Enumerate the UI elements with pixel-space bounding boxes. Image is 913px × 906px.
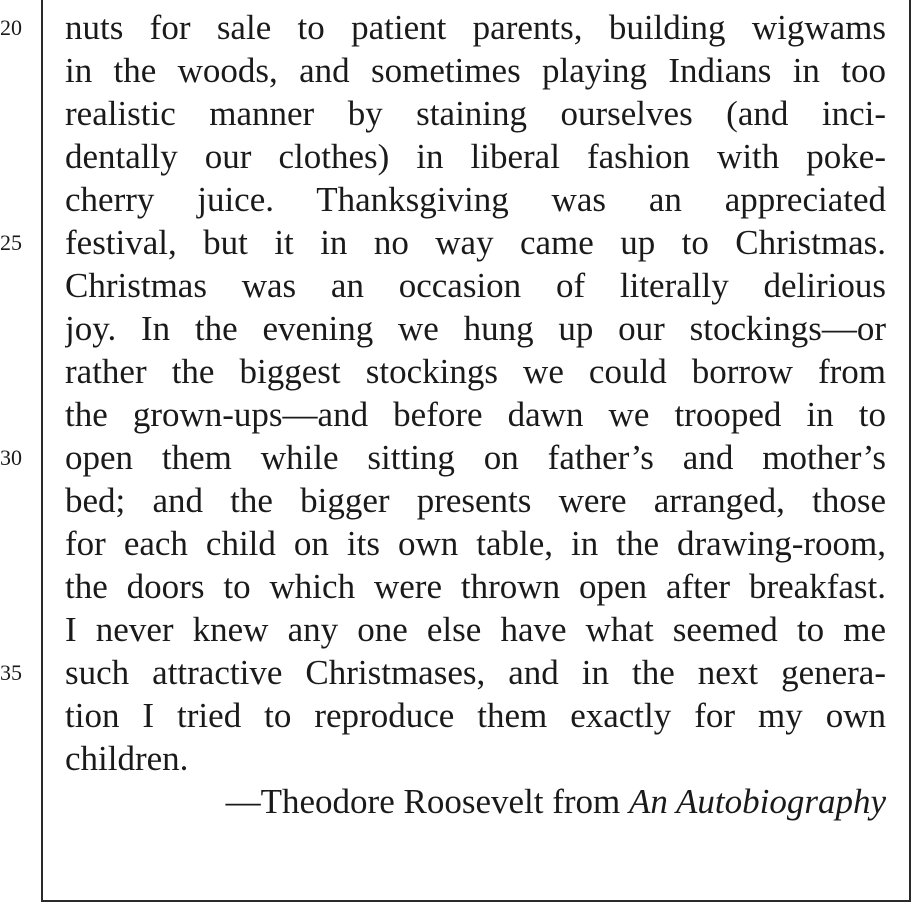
passage-line: I never knew any one else have what seemed to me [65,610,886,649]
passage-line: nuts for sale to patient parents, building wigwams [65,8,886,47]
passage-line: dentally our clothes) in liberal fashion with poke- [65,137,886,176]
passage-line: tion I tried to reproduce them exactly for my own [65,696,886,735]
passage-line: for each child on its own table, in the drawing-room, [65,524,886,563]
line-number: 35 [0,660,22,685]
passage-line: in the woods, and sometimes playing Indians in too [65,51,886,90]
passage-line: festival, but it in no way came up to Christmas. [65,223,886,262]
line-number: 20 [0,15,22,40]
passage-line: Christmas was an occasion of literally delirious [65,266,886,305]
passage-line: bed; and the bigger presents were arranged, those [65,481,886,520]
passage-line: the doors to which were thrown open after breakfast. [65,567,886,606]
passage-line: cherry juice. Thanksgiving was an appreciated [65,180,886,219]
passage-line: realistic manner by staining ourselves (and inci- [65,94,886,133]
passage-line: such attractive Christmases, and in the next genera- [65,653,886,692]
passage-line: joy. In the evening we hung up our stockings—or [65,309,886,348]
passage-line: children. [65,739,189,778]
attribution-author: —Theodore Roosevelt from [225,782,630,821]
attribution [65,780,886,823]
line-number: 30 [0,445,22,470]
attribution-work-title: An Autobiography [629,782,886,821]
passage-line: open them while sitting on father’s and mother’s [65,438,886,477]
line-number: 25 [0,230,22,255]
passage-line: rather the biggest stockings we could borrow from [65,352,886,391]
passage-line: the grown-ups—and before dawn we trooped in to [65,395,886,434]
